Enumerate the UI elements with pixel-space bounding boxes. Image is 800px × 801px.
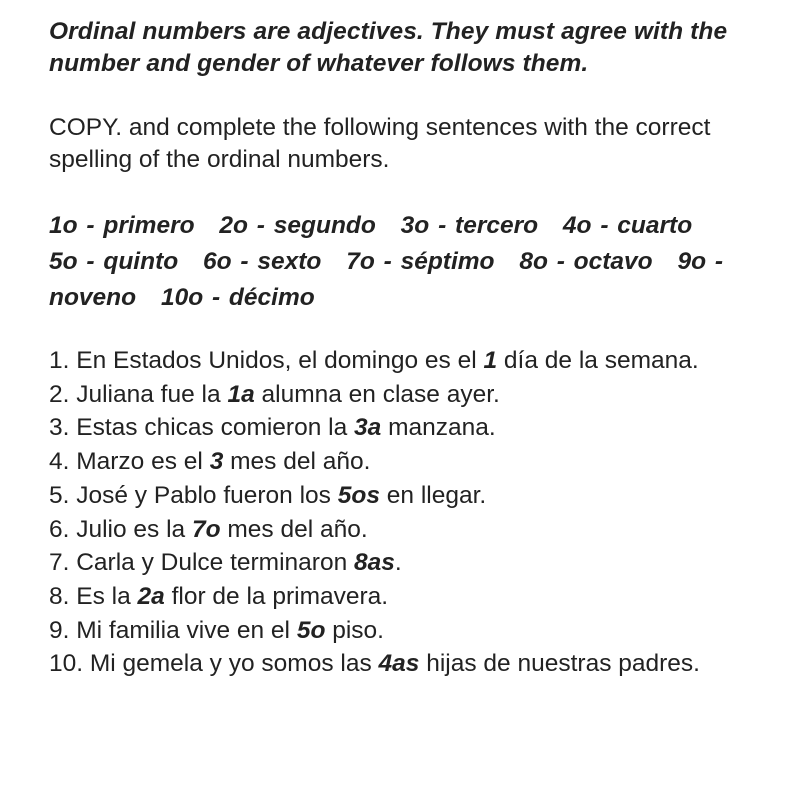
ordinal-item: 8o - octavo	[519, 248, 653, 275]
instructions-paragraph: COPY. and complete the following sentences with the correct spelling of the ordinal numbers.	[49, 114, 711, 173]
ordinal-blank: 3	[209, 448, 224, 476]
sentence-text: manzana.	[381, 414, 496, 442]
ordinal-blank: 2a	[137, 582, 165, 610]
ordinal-item: 4o - cuarto	[562, 212, 693, 239]
sentence-text: piso.	[325, 616, 384, 644]
sentence-text: 6. Julio es la	[49, 515, 192, 543]
ordinal-blank: 1a	[227, 380, 255, 408]
ordinal-list	[49, 208, 729, 316]
sentence-text: .	[394, 549, 402, 577]
sentence-text: 3. Estas chicas comieron la	[49, 414, 355, 442]
ordinal-blank: 8as	[354, 549, 395, 577]
sentence-text: en llegar.	[379, 481, 487, 509]
ordinal-item: 6o - sexto	[203, 248, 322, 275]
ordinal-blank: 7o	[192, 515, 221, 543]
ordinal-item: 2o - segundo	[219, 212, 376, 239]
sentence-item	[49, 445, 784, 479]
sentence-item	[49, 378, 784, 412]
sentence-text: mes del año.	[220, 515, 368, 543]
sentence-text: 2. Juliana fue la	[49, 380, 228, 408]
sentence-text: 7. Carla y Dulce terminaron	[49, 549, 355, 577]
ordinal-item: 5o - quinto	[49, 248, 179, 275]
ordinal-item: 3o - tercero	[400, 212, 539, 239]
sentence-text: flor de la primavera.	[164, 582, 389, 610]
sentence-list	[49, 344, 784, 681]
ordinal-blank: 4as	[378, 650, 420, 678]
sentence-text: hijas de nuestras padres.	[419, 650, 700, 678]
sentence-text: mes del año.	[223, 448, 371, 476]
ordinal-item: 9o - noveno	[49, 248, 724, 311]
ordinal-item: 1o - primero	[49, 212, 195, 239]
ordinal-item: 10o - décimo	[160, 284, 315, 311]
sentence-item	[49, 546, 784, 580]
intro-paragraph: Ordinal numbers are adjectives. They must agree with the number and gender of whatever follows them.	[49, 18, 728, 77]
ordinal-blank: 1	[483, 347, 498, 374]
ordinal-blank: 3a	[354, 414, 382, 442]
ordinal-blank: 5os	[337, 481, 380, 509]
sentence-item	[49, 411, 784, 445]
sentence-text: 10. Mi gemela y yo somos las	[49, 650, 379, 678]
ordinal-item: 7o - séptimo	[346, 248, 495, 275]
sentence-item	[49, 479, 784, 513]
sentence-text: 4. Marzo es el	[49, 448, 210, 476]
sentence-text: 9. Mi familia vive en el	[49, 616, 297, 644]
sentence-item	[49, 344, 784, 378]
ordinal-blank: 5o	[296, 616, 326, 644]
sentence-item	[49, 647, 784, 681]
sentence-text: alumna en clase ayer.	[254, 380, 500, 408]
document-page	[49, 16, 784, 681]
sentence-item	[49, 580, 784, 614]
sentence-text: 8. Es la	[49, 582, 138, 610]
sentence-item	[49, 513, 784, 547]
sentence-item	[49, 614, 784, 648]
sentence-text: día de la semana.	[497, 347, 699, 374]
sentence-text: 5. José y Pablo fueron los	[49, 481, 338, 509]
sentence-text: 1. En Estados Unidos, el domingo es el	[49, 347, 484, 374]
